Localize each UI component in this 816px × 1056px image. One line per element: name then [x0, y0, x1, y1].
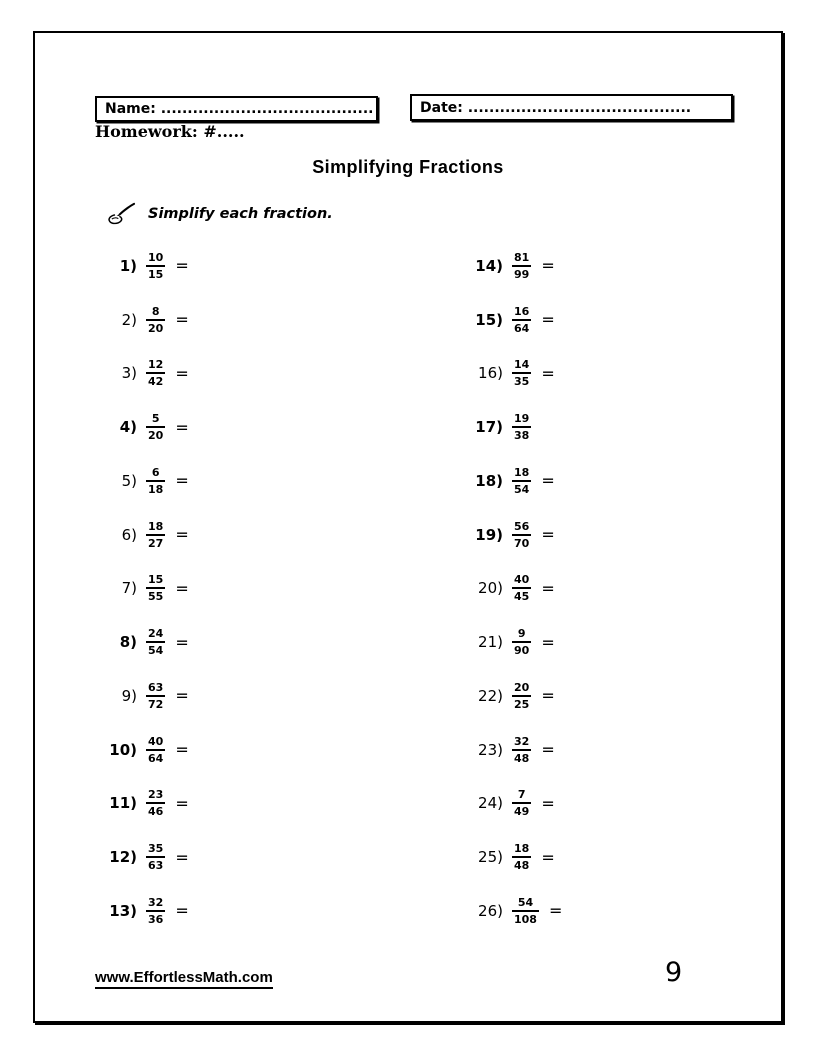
- fraction: [144, 412, 167, 442]
- problem-number: 22): [478, 686, 503, 705]
- fraction-bar: [146, 749, 165, 751]
- fraction-bar: [146, 319, 165, 321]
- date-field: [410, 94, 733, 121]
- date-field-label: Date: ..........................................: [420, 99, 692, 116]
- fraction-numerator: 18: [148, 519, 164, 533]
- equals-sign: =: [541, 363, 555, 383]
- problem-item: [448, 884, 748, 938]
- fraction: [144, 358, 167, 388]
- problem-number: 14): [475, 256, 503, 275]
- problem-number: 3): [121, 364, 137, 383]
- fraction: [510, 358, 533, 388]
- problem-number: 20): [478, 579, 503, 598]
- fraction-denominator: 54: [514, 482, 530, 496]
- equals-sign: =: [175, 793, 189, 813]
- fraction-numerator: 7: [517, 788, 526, 802]
- fraction: [510, 896, 541, 926]
- fraction: [510, 573, 533, 603]
- fraction-denominator: 20: [148, 429, 164, 443]
- fraction-numerator: 12: [148, 358, 164, 372]
- page-number: 9: [665, 957, 683, 988]
- problem-number: 8): [119, 633, 137, 652]
- fraction-denominator: 108: [514, 912, 537, 926]
- problem-item: [103, 400, 403, 454]
- problem-number: 17): [475, 418, 503, 437]
- fraction-bar: [512, 695, 531, 697]
- equals-sign: =: [175, 901, 189, 921]
- problem-number: 25): [478, 848, 503, 867]
- problem-item: [103, 777, 403, 831]
- fraction-bar: [512, 856, 531, 858]
- problem-item: [103, 884, 403, 938]
- fraction: [144, 466, 167, 496]
- fraction-numerator: 18: [514, 465, 530, 479]
- problem-item: [448, 669, 748, 723]
- fraction: [510, 735, 533, 765]
- problem-item: [448, 508, 748, 562]
- fraction-denominator: 25: [514, 697, 530, 711]
- equals-sign: =: [175, 740, 189, 760]
- fraction-numerator: 9: [517, 627, 526, 641]
- fraction-numerator: 16: [514, 304, 530, 318]
- fraction: [144, 681, 167, 711]
- problem-item: [103, 347, 403, 401]
- fraction-bar: [512, 587, 531, 589]
- problem-number: 23): [478, 740, 503, 759]
- problem-number: 5): [121, 471, 137, 490]
- fraction-numerator: 40: [514, 573, 530, 587]
- fraction: [510, 412, 533, 442]
- equals-sign: =: [541, 525, 555, 545]
- fraction: [144, 896, 167, 926]
- equals-sign: =: [541, 471, 555, 491]
- fraction: [510, 627, 533, 657]
- fraction-bar: [146, 695, 165, 697]
- instruction-row: [107, 202, 333, 226]
- problem-number: 12): [109, 848, 137, 867]
- equals-sign: =: [175, 525, 189, 545]
- equals-sign: =: [541, 793, 555, 813]
- fraction-bar: [512, 265, 531, 267]
- name-field-label: Name: ........................................: [105, 101, 374, 117]
- fraction-numerator: 10: [148, 250, 164, 264]
- problem-item: [448, 777, 748, 831]
- problem-item: [103, 830, 403, 884]
- problem-item: [448, 830, 748, 884]
- writing-hand-icon: [107, 202, 137, 226]
- fraction: [510, 305, 533, 335]
- fraction-denominator: 63: [148, 859, 164, 873]
- page-title: Simplifying Fractions: [312, 157, 504, 177]
- fraction-numerator: 19: [514, 412, 530, 426]
- equals-sign: =: [541, 310, 555, 330]
- equals-sign: =: [541, 256, 555, 276]
- problem-number: 1): [119, 256, 137, 275]
- fraction-bar: [512, 319, 531, 321]
- fraction-bar: [146, 802, 165, 804]
- problems-column-right: [448, 239, 748, 938]
- problem-number: 11): [109, 794, 137, 813]
- instruction-text: Simplify each fraction.: [148, 206, 333, 222]
- problem-item: [448, 562, 748, 616]
- fraction: [144, 788, 167, 818]
- problem-number: 6): [121, 525, 137, 544]
- fraction-numerator: 32: [148, 895, 164, 909]
- problem-number: 13): [109, 901, 137, 920]
- problem-number: 24): [478, 794, 503, 813]
- fraction-denominator: 35: [514, 375, 530, 389]
- fraction-numerator: 23: [148, 788, 164, 802]
- fraction: [144, 305, 167, 335]
- fraction-bar: [146, 372, 165, 374]
- fraction-bar: [146, 910, 165, 912]
- fraction-denominator: 46: [148, 805, 164, 819]
- fraction-numerator: 20: [514, 680, 530, 694]
- equals-sign: =: [175, 847, 189, 867]
- fraction-denominator: 42: [148, 375, 164, 389]
- fraction: [144, 251, 167, 281]
- problem-item: [103, 723, 403, 777]
- problem-item: [448, 400, 748, 454]
- problem-number: 4): [119, 418, 137, 437]
- fraction-denominator: 27: [148, 536, 164, 550]
- fraction: [510, 251, 533, 281]
- fraction-numerator: 32: [514, 734, 530, 748]
- fraction-denominator: 15: [148, 267, 164, 281]
- equals-sign: =: [175, 578, 189, 598]
- fraction-denominator: 48: [514, 751, 530, 765]
- fraction-numerator: 54: [517, 895, 534, 909]
- fraction-denominator: 64: [514, 321, 530, 335]
- fraction-bar: [512, 749, 531, 751]
- fraction-numerator: 24: [148, 627, 164, 641]
- fraction: [144, 520, 167, 550]
- fraction-denominator: 45: [514, 590, 530, 604]
- problems-column-left: [103, 239, 403, 938]
- fraction-denominator: 18: [148, 482, 164, 496]
- problem-number: 16): [478, 364, 503, 383]
- homework-label: Homework: #.....: [95, 122, 245, 141]
- problem-number: 26): [478, 901, 503, 920]
- fraction-denominator: 49: [514, 805, 530, 819]
- problem-item: [448, 723, 748, 777]
- fraction-numerator: 63: [148, 680, 164, 694]
- fraction-denominator: 72: [148, 697, 164, 711]
- fraction-numerator: 15: [148, 573, 164, 587]
- fraction: [510, 788, 533, 818]
- fraction: [144, 842, 167, 872]
- fraction-bar: [146, 265, 165, 267]
- fraction-numerator: 5: [151, 412, 160, 426]
- equals-sign: =: [175, 363, 189, 383]
- problem-item: [448, 239, 748, 293]
- equals-sign: =: [175, 310, 189, 330]
- equals-sign: =: [541, 578, 555, 598]
- fraction-denominator: 36: [148, 912, 164, 926]
- fraction-bar: [512, 534, 531, 536]
- problem-item: [103, 562, 403, 616]
- fraction: [510, 466, 533, 496]
- fraction-denominator: 55: [148, 590, 164, 604]
- fraction-bar: [512, 426, 531, 428]
- equals-sign: =: [541, 740, 555, 760]
- fraction-bar: [146, 534, 165, 536]
- fraction: [510, 681, 533, 711]
- problem-number: 2): [121, 310, 137, 329]
- fraction-denominator: 20: [148, 321, 164, 335]
- fraction-numerator: 56: [514, 519, 530, 533]
- fraction-denominator: 90: [514, 644, 530, 658]
- equals-sign: =: [175, 256, 189, 276]
- equals-sign: =: [541, 686, 555, 706]
- fraction-bar: [146, 641, 165, 643]
- fraction: [144, 627, 167, 657]
- fraction: [144, 735, 167, 765]
- footer-url-link[interactable]: www.EffortlessMath.com: [95, 969, 273, 989]
- problem-item: [103, 615, 403, 669]
- problem-number: 19): [475, 525, 503, 544]
- problem-item: [448, 615, 748, 669]
- problem-item: [103, 669, 403, 723]
- equals-sign: =: [541, 847, 555, 867]
- problem-item: [448, 454, 748, 508]
- problem-number: 9): [121, 686, 137, 705]
- problem-item: [448, 293, 748, 347]
- fraction-denominator: 54: [148, 644, 164, 658]
- fraction: [510, 520, 533, 550]
- fraction: [144, 573, 167, 603]
- fraction-bar: [512, 802, 531, 804]
- problem-item: [103, 454, 403, 508]
- fraction-numerator: 6: [151, 465, 160, 479]
- equals-sign: =: [175, 471, 189, 491]
- fraction-denominator: 64: [148, 751, 164, 765]
- fraction-denominator: 38: [514, 429, 530, 443]
- fraction-numerator: 14: [514, 358, 530, 372]
- problem-item: [448, 347, 748, 401]
- fraction-numerator: 40: [148, 734, 164, 748]
- fraction-bar: [512, 641, 531, 643]
- problem-number: 15): [475, 310, 503, 329]
- fraction-numerator: 8: [151, 304, 160, 318]
- problem-number: 21): [478, 633, 503, 652]
- fraction-bar: [146, 587, 165, 589]
- equals-sign: =: [541, 632, 555, 652]
- fraction-bar: [512, 372, 531, 374]
- fraction: [510, 842, 533, 872]
- equals-sign: =: [175, 686, 189, 706]
- problem-item: [103, 239, 403, 293]
- problem-number: 10): [109, 740, 137, 759]
- fraction-denominator: 70: [514, 536, 530, 550]
- name-field: [95, 96, 378, 122]
- fraction-numerator: 81: [514, 250, 530, 264]
- fraction-denominator: 48: [514, 859, 530, 873]
- problem-item: [103, 293, 403, 347]
- fraction-numerator: 35: [148, 842, 164, 856]
- equals-sign: =: [175, 632, 189, 652]
- equals-sign: =: [175, 417, 189, 437]
- fraction-bar: [146, 480, 165, 482]
- problem-number: 7): [121, 579, 137, 598]
- fraction-bar: [512, 910, 539, 912]
- problem-item: [103, 508, 403, 562]
- fraction-denominator: 99: [514, 267, 530, 281]
- fraction-bar: [146, 426, 165, 428]
- equals-sign: =: [548, 901, 563, 921]
- fraction-numerator: 18: [514, 842, 530, 856]
- problem-number: 18): [475, 471, 503, 490]
- fraction-bar: [146, 856, 165, 858]
- fraction-bar: [512, 480, 531, 482]
